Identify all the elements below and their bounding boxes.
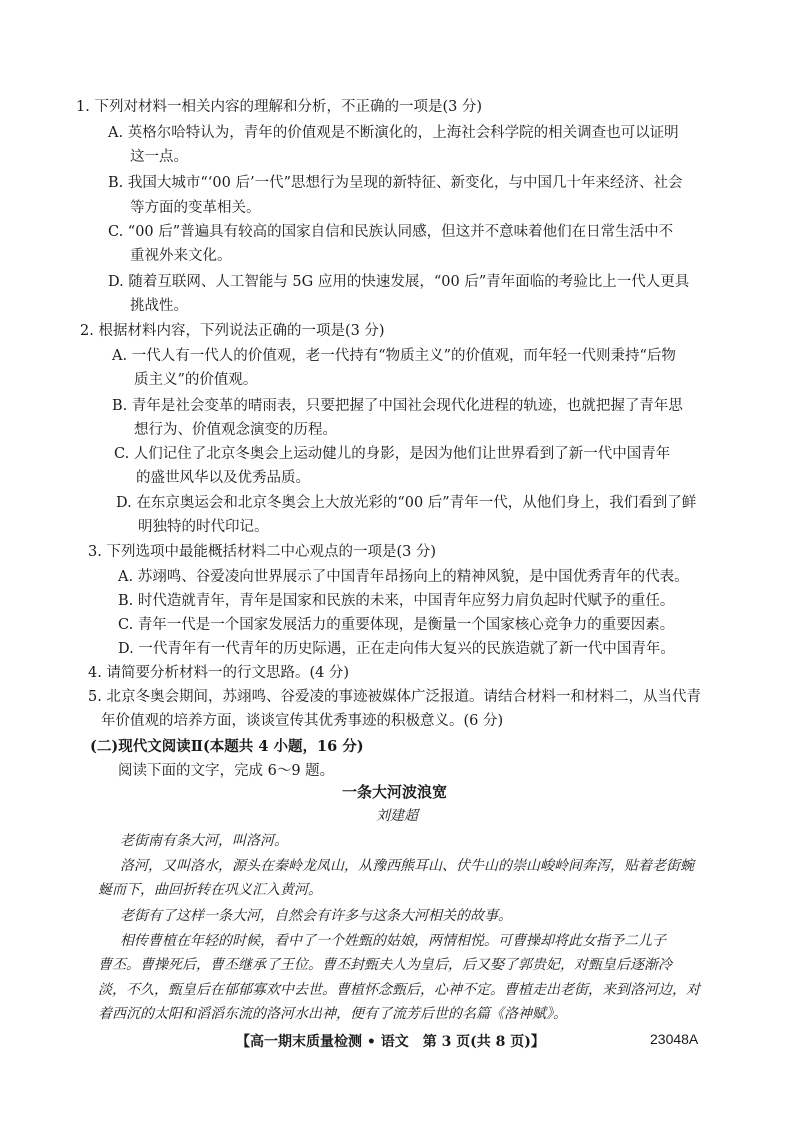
q5-stem: 5. 北京冬奥会期间，苏翊鸣、谷爱凌的事迹被媒体广泛报道。请结合材料一和材料二，从当代青 [88, 689, 701, 705]
article-paragraph-cont: 淡，不久，甄皇后在郁郁寡欢中去世。曹植怀念甄后，心神不定。曹植走出老街，来到洛河边，对 [98, 982, 700, 998]
q3-stem: 3. 下列选项中最能概括材料二中心观点的一项是(3 分) [88, 544, 437, 560]
q2-option-d-cont: 明独特的时代印记。 [138, 519, 269, 535]
q1-option-b: B. 我国大城市“‘00 后’一代”思想行为呈现的新特征、新变化，与中国几十年来经济、社会 [108, 175, 683, 191]
q1-option-b-cont: 等方面的变革相关。 [130, 200, 261, 216]
article-paragraph: 老街有了这样一条大河，自然会有许多与这条大河相关的故事。 [120, 908, 512, 924]
q3-option-b: B. 时代造就青年，青年是国家和民族的未来，中国青年应努力肩负起时代赋予的重任。 [118, 593, 675, 609]
article-title: 一条大河波浪宽 [342, 783, 448, 801]
q3-option-a: A. 苏翊鸣、谷爱凌向世界展示了中国青年昂扬向上的精神风貌，是中国优秀青年的代表。 [118, 569, 689, 585]
q1-option-c-cont: 重视外来文化。 [130, 248, 232, 264]
article-paragraph-cont: 蜒而下，曲回折转在巩义汇入黄河。 [98, 882, 322, 898]
article-author: 刘建超 [376, 808, 418, 824]
q1-option-c: C. “00 后”普遍具有较高的国家自信和民族认同感，但这并不意味着他们在日常生活中不 [108, 224, 674, 240]
q2-option-a-cont: 质主义”的价值观。 [134, 372, 258, 388]
q2-option-a: A. 一代人有一代人的价值观，老一代持有“物质主义”的价值观，而年轻一代则秉持“后物 [112, 348, 676, 364]
q3-option-d: D. 一代青年有一代青年的历史际遇，正在走向伟大复兴的民族造就了新一代中国青年。 [118, 641, 675, 657]
page-footer: 【高一期末质量检测 • 语文 第 3 页(共 8 页)】 [236, 1034, 545, 1050]
q2-option-d: D. 在东京奥运会和北京冬奥会上大放光彩的“00 后”青年一代，从他们身上，我们看到了鲜 [116, 495, 697, 511]
q1-option-a-cont: 这一点。 [130, 149, 188, 165]
exam-code: 23048A [650, 1031, 699, 1047]
article-paragraph: 老街南有条大河，叫洛河。 [120, 833, 288, 849]
section-instruction: 阅读下面的文字，完成 6～9 题。 [118, 763, 335, 779]
q2-option-c: C. 人们记住了北京冬奥会上运动健儿的身影，是因为他们让世界看到了新一代中国青年 [114, 446, 671, 462]
q1-option-a: A. 英格尔哈特认为，青年的价值观是不断演化的，上海社会科学院的相关调查也可以证明 [108, 125, 679, 141]
q2-option-c-cont: 的盛世风华以及优秀品质。 [136, 470, 310, 486]
section-heading: (二)现代文阅读Ⅱ(本题共 4 小题，16 分) [90, 738, 364, 755]
article-paragraph: 洛河，又叫洛水，源头在秦岭龙凤山，从豫西熊耳山、伏牛山的崇山峻岭间奔泻，贴着老街蜿 [120, 858, 694, 874]
q1-stem: 1. 下列对材料一相关内容的理解和分析，不正确的一项是(3 分) [76, 99, 483, 115]
q3-option-c: C. 青年一代是一个国家发展活力的重要体现，是衡量一个国家核心竞争力的重要因素。 [118, 617, 675, 633]
article-paragraph: 相传曹植在年轻的时候，看中了一个姓甄的姑娘，两情相悦。可曹操却将此女指予二儿子 [120, 933, 666, 949]
q2-stem: 2. 根据材料内容，下列说法正确的一项是(3 分) [80, 323, 385, 339]
q1-option-d-cont: 挑战性。 [130, 298, 188, 314]
article-paragraph-cont: 曹丕。曹操死后，曹丕继承了王位。曹丕封甄夫人为皇后，后又娶了郭贵妃，对甄皇后逐渐冷 [98, 957, 672, 973]
q1-option-d: D. 随着互联网、人工智能与 5G 应用的快速发展，“00 后”青年面临的考验比上一代人更具 [108, 274, 690, 290]
q5-stem-cont: 年价值观的培养方面，谈谈宣传其优秀事迹的积极意义。(6 分) [101, 713, 504, 729]
q4-stem: 4. 请简要分析材料一的行文思路。(4 分) [88, 665, 350, 681]
q2-option-b: B. 青年是社会变革的晴雨表，只要把握了中国社会现代化进程的轨迹，也就把握了青年思 [112, 398, 683, 414]
q2-option-b-cont: 想行为、价值观念演变的历程。 [134, 422, 337, 438]
article-paragraph-cont: 着西沉的太阳和滔滔东流的洛河水出神，便有了流芳后世的名篇《洛神赋》。 [98, 1006, 567, 1022]
